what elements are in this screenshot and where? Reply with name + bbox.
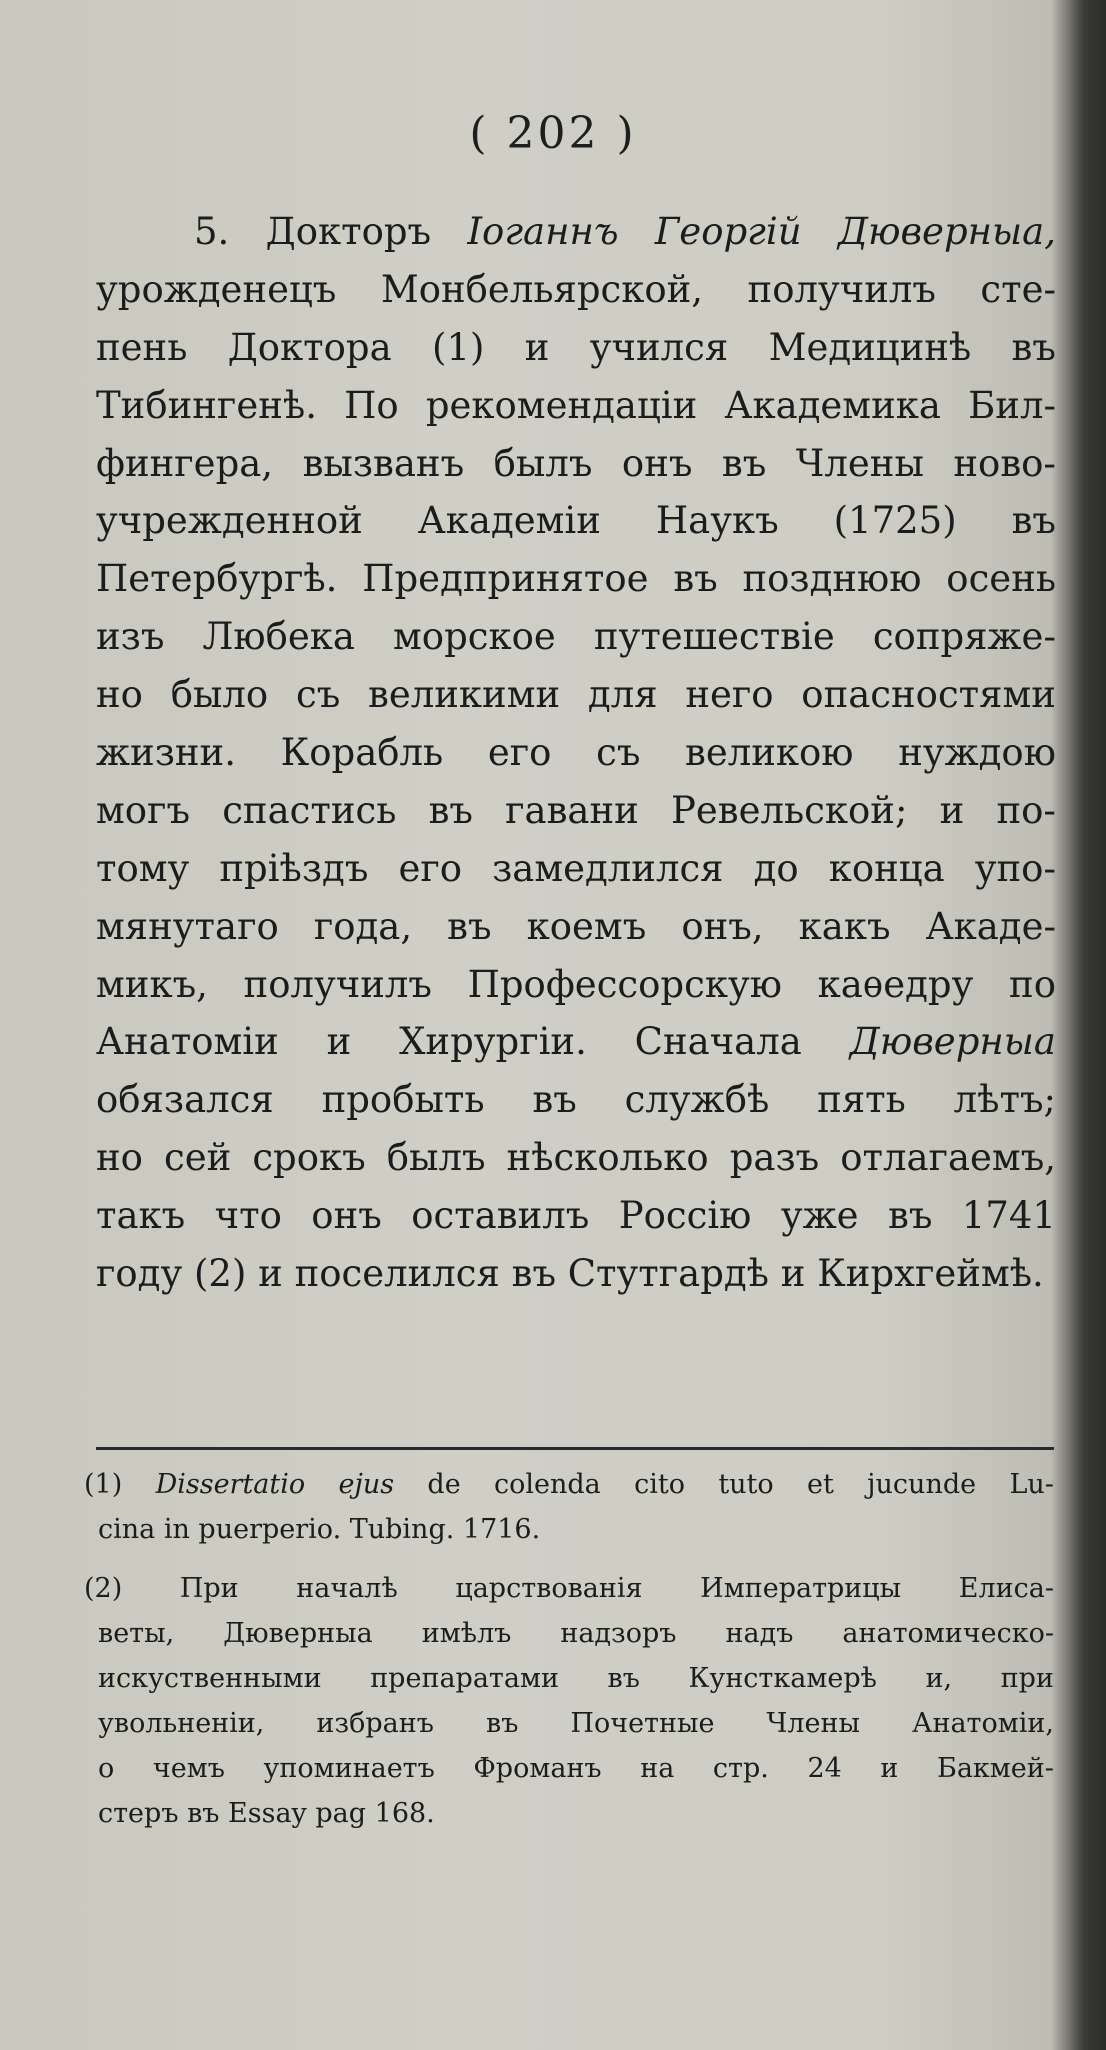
text-line xyxy=(96,1129,1056,1187)
word: Хирургiи. xyxy=(399,1020,587,1064)
word: Дюверныа xyxy=(223,1618,373,1649)
word: него xyxy=(685,673,774,717)
word: Бакмей- xyxy=(936,1753,1054,1784)
word: Профессорскую xyxy=(467,962,782,1006)
word: онъ, xyxy=(681,904,764,948)
text-line xyxy=(96,956,1056,1014)
word: Россiю xyxy=(618,1194,752,1238)
word: Бил- xyxy=(968,383,1056,427)
word: чемъ xyxy=(152,1753,225,1784)
word: его xyxy=(487,731,552,775)
text-line xyxy=(96,666,1056,724)
word: было xyxy=(170,673,269,717)
word: съ xyxy=(596,731,641,775)
word: на xyxy=(640,1753,675,1784)
word: уже xyxy=(780,1194,859,1238)
word: Ревельской; xyxy=(671,788,908,832)
word: ejus xyxy=(338,1469,395,1500)
word: 1741 xyxy=(961,1194,1056,1238)
word: сей xyxy=(163,1136,232,1180)
word: по xyxy=(1009,962,1056,1006)
word: ново- xyxy=(953,441,1056,485)
word: для xyxy=(587,673,658,717)
word: обязался xyxy=(96,1078,274,1122)
word: (1725) xyxy=(833,499,957,543)
word: онъ xyxy=(311,1194,382,1238)
word: По xyxy=(344,383,399,427)
word: былъ xyxy=(386,1136,486,1180)
text-line xyxy=(96,898,1056,956)
text-line xyxy=(96,1013,1056,1071)
word: опасностями xyxy=(801,673,1056,717)
word: мянутаго xyxy=(96,904,279,948)
word: Анатомiи, xyxy=(912,1708,1054,1739)
word: сте- xyxy=(980,267,1056,311)
text-line xyxy=(96,724,1056,782)
word: но xyxy=(96,673,143,717)
word: разъ xyxy=(729,1136,820,1180)
word: о xyxy=(98,1753,115,1784)
word: получилъ xyxy=(747,267,936,311)
word: спастись xyxy=(222,788,397,832)
word: Тибингенѣ. xyxy=(96,383,317,427)
word: искуственными xyxy=(98,1663,322,1694)
word: сопряже- xyxy=(872,615,1056,659)
text-line xyxy=(96,492,1056,550)
word: надъ xyxy=(725,1618,794,1649)
text-line xyxy=(96,377,1056,435)
word: въ xyxy=(1011,499,1056,543)
word: великими xyxy=(368,673,561,717)
word: имѣлъ xyxy=(421,1618,512,1649)
text-line xyxy=(96,261,1056,319)
word: оставилъ xyxy=(411,1194,590,1238)
word: Дюверныа, xyxy=(837,210,1056,253)
word: жизни. xyxy=(96,731,236,775)
text-line xyxy=(96,608,1056,666)
word: что xyxy=(214,1194,282,1238)
word: tuto xyxy=(718,1469,774,1500)
word: Императрицы xyxy=(700,1573,902,1604)
word: путешествiе xyxy=(593,615,835,659)
word: препаратами xyxy=(370,1663,559,1694)
word: осень xyxy=(946,557,1056,601)
word: пять xyxy=(817,1078,906,1122)
word: Доктора xyxy=(227,325,392,369)
word: въ xyxy=(673,557,718,601)
word: и xyxy=(326,1020,352,1064)
word: 5. xyxy=(194,210,230,253)
word: отлагаемъ, xyxy=(840,1136,1056,1180)
word: и xyxy=(880,1753,899,1784)
word: Iоганнъ xyxy=(467,210,619,253)
footnote-line xyxy=(84,1462,1054,1507)
word: великою xyxy=(685,731,854,775)
word: и xyxy=(939,788,965,832)
word: урожденецъ xyxy=(96,267,337,311)
word: въ xyxy=(428,788,473,832)
word: въ xyxy=(486,1708,519,1739)
word: стр. xyxy=(712,1753,769,1784)
word: рекомендацiи xyxy=(425,383,698,427)
word: (2) xyxy=(84,1573,123,1604)
word: jucunde xyxy=(867,1469,977,1500)
text-line xyxy=(96,435,1056,493)
word: Анатомiи xyxy=(96,1020,279,1064)
word: Любека xyxy=(202,615,355,659)
word: (1) xyxy=(84,1469,123,1500)
word: микъ, xyxy=(96,962,208,1006)
footnotes xyxy=(84,1462,1054,1850)
word: cito xyxy=(634,1469,685,1500)
footnote-line xyxy=(84,1507,1054,1552)
word: въ xyxy=(447,904,492,948)
word: избранъ xyxy=(316,1708,434,1739)
word: colenda xyxy=(494,1469,601,1500)
word: учился xyxy=(589,325,729,369)
word: позднюю xyxy=(742,557,922,601)
text-line xyxy=(96,550,1056,608)
word: Lu- xyxy=(1009,1469,1054,1500)
word: получилъ xyxy=(243,962,432,1006)
word: Dissertatio xyxy=(155,1469,306,1500)
word: увольненiи, xyxy=(98,1708,265,1739)
word: при xyxy=(1000,1663,1054,1694)
word: и xyxy=(524,325,550,369)
word: коемъ xyxy=(526,904,647,948)
footnote-line xyxy=(84,1566,1054,1611)
word: пень xyxy=(96,325,188,369)
main-text xyxy=(96,203,1056,1303)
word: могъ xyxy=(96,788,190,832)
text-line xyxy=(96,1245,1056,1303)
footnote-line xyxy=(84,1611,1054,1656)
text-line xyxy=(96,1071,1056,1129)
word: Корабль xyxy=(280,731,444,775)
word: Докторъ xyxy=(265,210,432,253)
word: его xyxy=(398,846,463,890)
word: Сначала xyxy=(634,1020,802,1064)
word: Фроманъ xyxy=(473,1753,602,1784)
word: морское xyxy=(393,615,556,659)
text-line xyxy=(96,782,1056,840)
word: изъ xyxy=(96,615,165,659)
word: въ xyxy=(721,441,767,485)
word: (1) xyxy=(432,325,485,369)
word: до xyxy=(753,846,799,890)
word: замедлился xyxy=(492,846,724,890)
word: царствованiя xyxy=(455,1573,643,1604)
word: et xyxy=(807,1469,834,1500)
word: Наукъ xyxy=(655,499,779,543)
footnote-line xyxy=(84,1791,1054,1836)
word: и, xyxy=(925,1663,953,1694)
word: года, xyxy=(313,904,413,948)
word: фингера, xyxy=(96,441,274,485)
word: лѣтъ; xyxy=(953,1078,1056,1122)
text-segment: году (2) и поселился въ Стутгардѣ и Кирхгеймѣ. xyxy=(96,1252,1044,1296)
word: службѣ xyxy=(624,1078,770,1122)
word: упо- xyxy=(974,846,1056,890)
word: Акаде- xyxy=(925,904,1056,948)
footnote-line xyxy=(84,1656,1054,1701)
footnote-line xyxy=(84,1701,1054,1746)
footnote xyxy=(84,1566,1054,1836)
word: надзоръ xyxy=(560,1618,677,1649)
word: анатомическо- xyxy=(842,1618,1054,1649)
word: пробыть xyxy=(321,1078,485,1122)
footnote-rule xyxy=(96,1447,1054,1450)
word: былъ xyxy=(493,441,593,485)
text-segment: cina in puerperio. Tubing. 1716. xyxy=(98,1514,541,1545)
word: прiѣздъ xyxy=(219,846,369,890)
text-line xyxy=(96,319,1056,377)
word: Елиса- xyxy=(958,1573,1054,1604)
word: каѳедру xyxy=(817,962,974,1006)
word: началѣ xyxy=(296,1573,398,1604)
word: учрежденной xyxy=(96,499,363,543)
word: Кунсткамерѣ xyxy=(688,1663,877,1694)
word: Предпринятое xyxy=(362,557,649,601)
word: Члены xyxy=(766,1708,860,1739)
word: но xyxy=(96,1136,143,1180)
word: Монбельярской, xyxy=(380,267,704,311)
word: Дюверныа xyxy=(849,1020,1056,1064)
word: упоминаетъ xyxy=(263,1753,435,1784)
footnote-line xyxy=(84,1746,1054,1791)
word: въ xyxy=(532,1078,577,1122)
word: такъ xyxy=(96,1194,186,1238)
word: вызванъ xyxy=(302,441,465,485)
word: Почетные xyxy=(570,1708,715,1739)
word: веты, xyxy=(98,1618,175,1649)
word: онъ xyxy=(621,441,693,485)
word: Члены xyxy=(795,441,924,485)
text-line xyxy=(96,1187,1056,1245)
word: срокъ xyxy=(252,1136,366,1180)
text-line xyxy=(96,840,1056,898)
word: какъ xyxy=(798,904,891,948)
word: de xyxy=(427,1469,461,1500)
word: гавани xyxy=(505,788,639,832)
text-line xyxy=(96,203,1056,261)
word: съ xyxy=(295,673,341,717)
word: въ xyxy=(1011,325,1056,369)
word: въ xyxy=(887,1194,933,1238)
word: Медицинѣ xyxy=(768,325,972,369)
word: въ xyxy=(607,1663,640,1694)
word: При xyxy=(179,1573,239,1604)
word: Георгiй xyxy=(654,210,802,253)
footnote xyxy=(84,1462,1054,1552)
word: Академiи xyxy=(417,499,601,543)
word: по- xyxy=(996,788,1056,832)
word: Академика xyxy=(724,383,941,427)
word: конца xyxy=(828,846,945,890)
word: нуждою xyxy=(898,731,1056,775)
word: 24 xyxy=(807,1753,842,1784)
word: тому xyxy=(96,846,190,890)
word: нѣсколько xyxy=(506,1136,709,1180)
word: Петербургѣ. xyxy=(96,557,338,601)
text-segment: стеръ въ Essay pag 168. xyxy=(98,1798,435,1829)
page-number: ( 202 ) xyxy=(469,108,637,159)
